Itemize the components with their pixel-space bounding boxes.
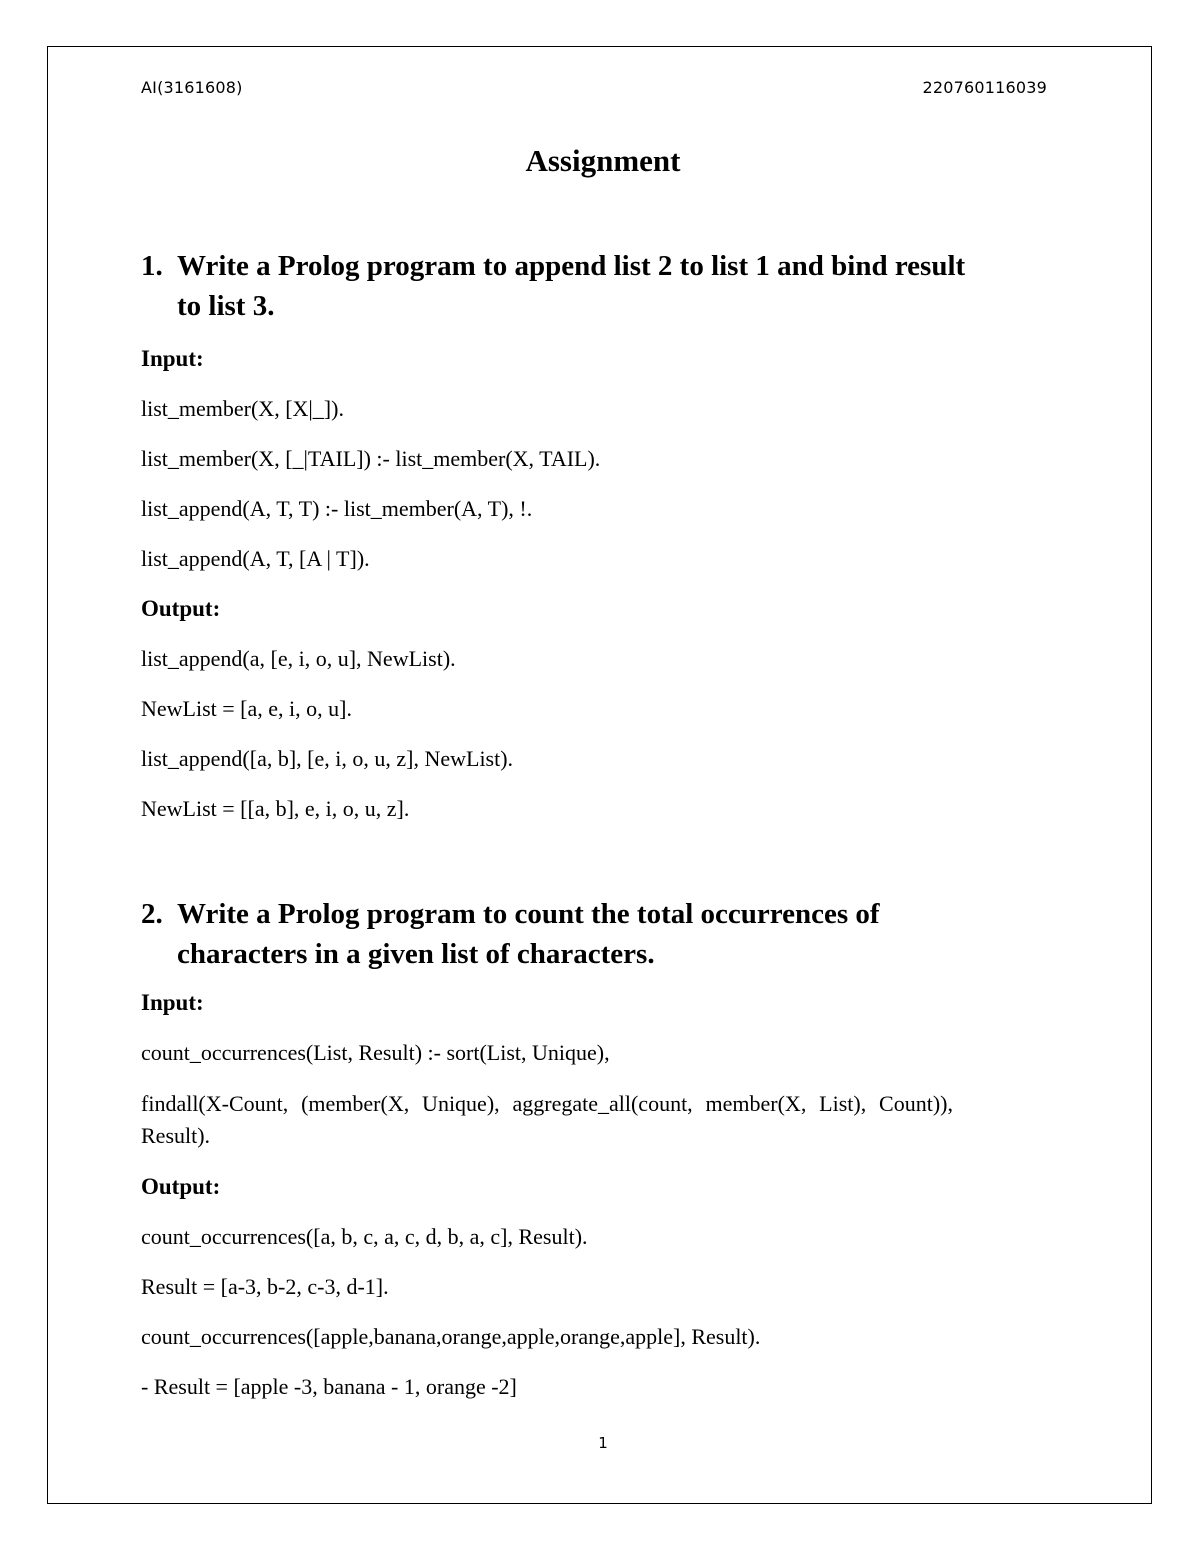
q1-output-label: Output: [141,596,221,621]
header-enrollment-number: 220760116039 [922,78,1047,97]
q2-input-line: count_occurrences(List, Result) :- sort(List, Unique), [141,1040,610,1065]
question-2-number: 2. [141,898,163,930]
q2-output-line: count_occurrences([apple,banana,orange,apple,orange,apple], Result). [141,1324,761,1349]
header-course-code: AI(3161608) [141,78,243,97]
q1-output-line: list_append(a, [e, i, o, u], NewList). [141,646,456,671]
q1-input-label: Input: [141,346,204,371]
q1-input-line: list_member(X, [X|_]). [141,396,344,421]
q1-output-line: NewList = [a, e, i, o, u]. [141,696,352,721]
q1-input-line: list_member(X, [_|TAIL]) :- list_member(X, TAIL). [141,446,601,471]
q2-output-line: count_occurrences([a, b, c, a, c, d, b, a, c], Result). [141,1224,588,1249]
q1-input-line: list_append(A, T, T) :- list_member(A, T), !. [141,496,533,521]
q1-output-line: NewList = [[a, b], e, i, o, u, z]. [141,796,410,821]
question-2-text: Write a Prolog program to count the total occurrences of characters in a given list of characters. [177,898,880,970]
q2-output-line: Result = [a-3, b-2, c-3, d-1]. [141,1274,389,1299]
q1-output-line: list_append([a, b], [e, i, o, u, z], NewList). [141,746,514,771]
question-1-text: Write a Prolog program to append list 2 to list 1 and bind result to list 3. [177,250,966,322]
q2-input-paragraph: findall(X-Count, (member(X, Unique), aggregate_all(count, member(X, List), Count)), Result). [141,1091,953,1148]
q1-input-line: list_append(A, T, [A | T]). [141,546,370,571]
q2-input-label: Input: [141,990,204,1015]
question-1-heading [141,246,971,326]
question-2-heading [141,894,971,974]
q2-output-line: - Result = [apple -3, banana - 1, orange -2] [141,1374,517,1399]
page-title: Assignment [525,143,681,178]
page-number: 1 [598,1434,608,1452]
question-1-number: 1. [141,250,163,282]
q2-output-label: Output: [141,1174,221,1199]
